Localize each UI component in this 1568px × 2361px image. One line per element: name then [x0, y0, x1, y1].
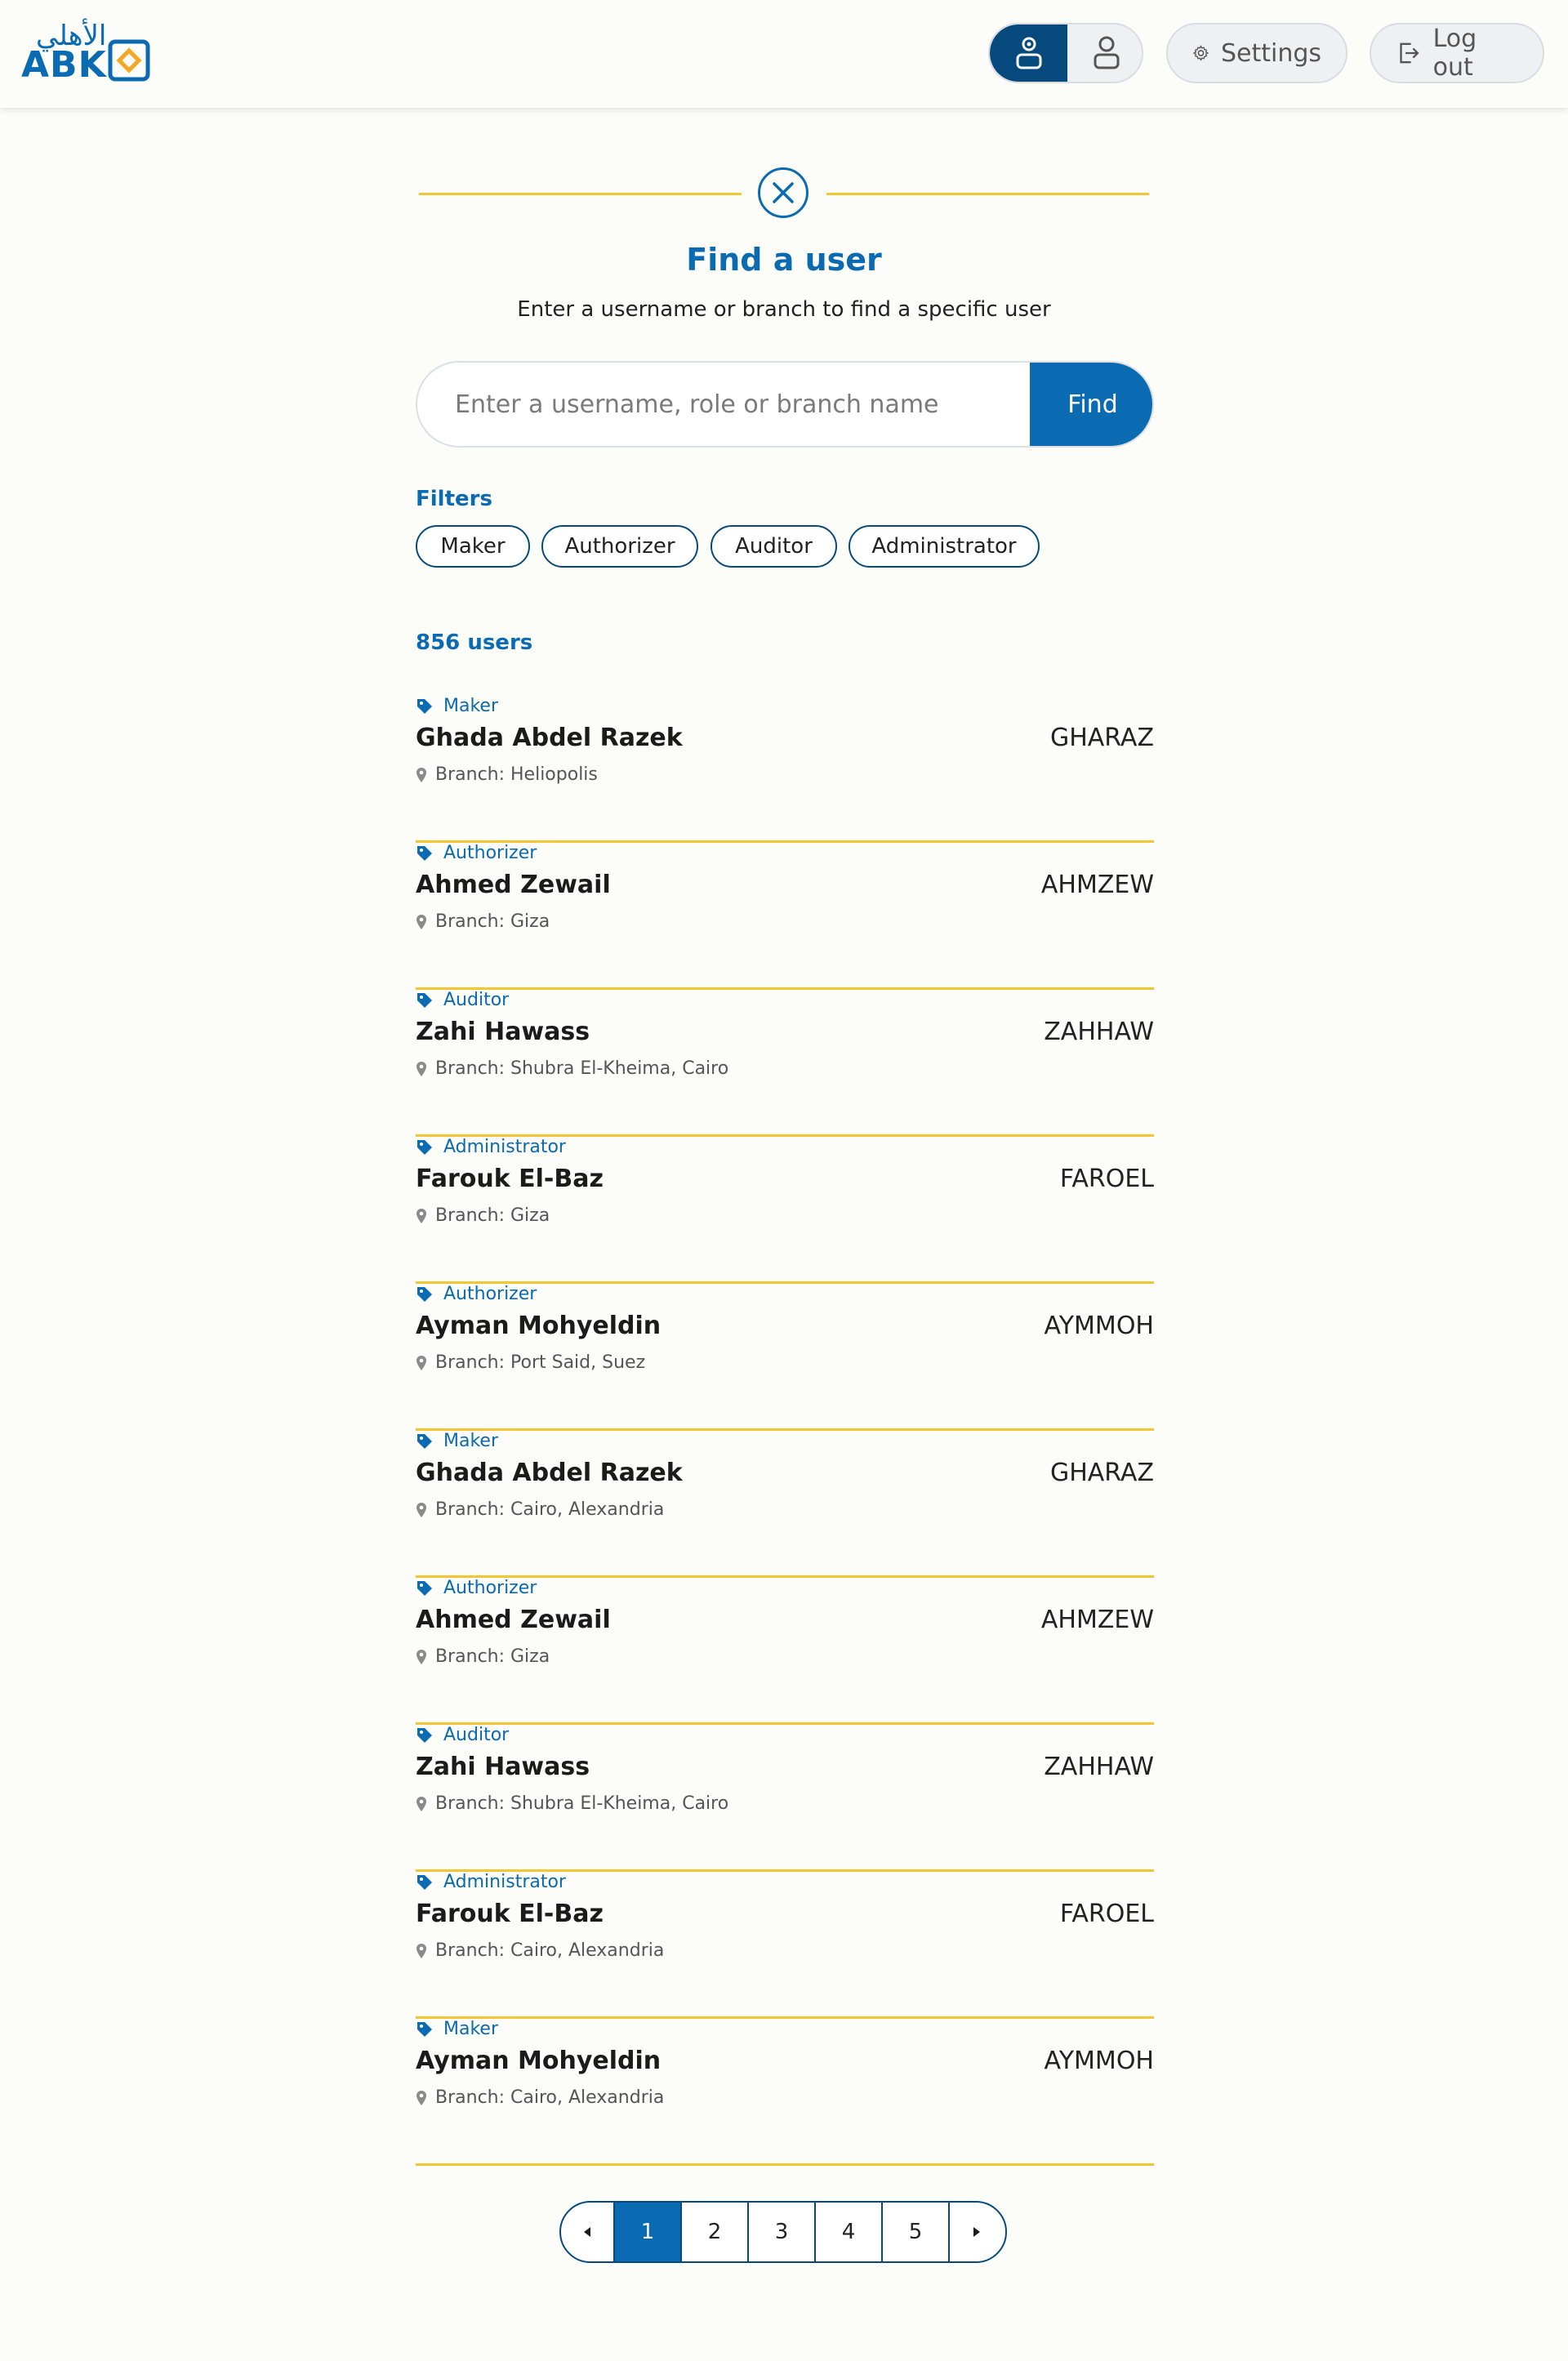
page-button-4[interactable]: 4	[816, 2203, 883, 2261]
user-role-tag	[416, 1137, 566, 1157]
user-branch	[416, 1058, 728, 1079]
user-branch-label: Branch: Heliopolis	[435, 764, 598, 785]
user-branch-label: Branch: Port Said, Suez	[435, 1352, 646, 1373]
user-role-label: Maker	[443, 2019, 498, 2039]
location-pin-icon	[416, 914, 427, 930]
user-role-tag	[416, 1725, 509, 1745]
user-role-label: Maker	[443, 696, 498, 716]
admin-user-icon	[1013, 35, 1045, 71]
tag-icon	[416, 1873, 434, 1891]
abk-logo-mark-icon	[108, 39, 150, 82]
location-pin-icon	[416, 1061, 427, 1077]
caret-right-icon	[971, 2225, 982, 2238]
location-pin-icon	[416, 1796, 427, 1812]
user-name: Zahi Hawass	[416, 1018, 590, 1046]
user-icon	[1091, 35, 1122, 71]
user-role-label: Administrator	[443, 1137, 566, 1157]
title-divider-left	[419, 193, 742, 195]
filter-chip-maker[interactable]: Maker	[416, 525, 530, 568]
user-branch	[416, 1205, 550, 1226]
user-role-label: Authorizer	[443, 1284, 537, 1304]
user-role-label: Administrator	[443, 1872, 566, 1892]
user-branch-label: Branch: Giza	[435, 1205, 550, 1226]
page-button-2[interactable]: 2	[682, 2203, 749, 2261]
user-branch	[416, 2087, 664, 2108]
user-code: FAROEL	[1059, 1900, 1154, 1928]
user-branch-label: Branch: Shubra El-Kheima, Cairo	[435, 1793, 729, 1814]
user-code: GHARAZ	[1049, 1459, 1154, 1487]
tag-icon	[416, 697, 434, 715]
user-branch	[416, 1793, 728, 1814]
search-input[interactable]	[417, 363, 1031, 446]
user-name: Ayman Mohyeldin	[416, 1312, 662, 1340]
user-role-tag	[416, 696, 498, 716]
user-code: AYMMOH	[1044, 2047, 1154, 2075]
previous-page-button[interactable]	[561, 2203, 615, 2261]
user-code: ZAHHAW	[1044, 1753, 1154, 1781]
location-pin-icon	[416, 767, 427, 783]
tag-icon	[416, 2020, 434, 2038]
user-row[interactable]	[416, 1431, 1154, 1578]
user-branch-label: Branch: Shubra El-Kheima, Cairo	[435, 1058, 729, 1079]
pagination	[559, 2201, 1007, 2263]
user-role-label: Authorizer	[443, 1578, 537, 1598]
user-row[interactable]	[416, 696, 1154, 843]
user-code: AYMMOH	[1044, 1312, 1154, 1340]
user-role-label: Auditor	[443, 990, 510, 1010]
page-button-3[interactable]: 3	[749, 2203, 816, 2261]
user-role-tag	[416, 843, 537, 863]
page-title: Find a user	[686, 242, 882, 278]
page-button-1[interactable]: 1	[615, 2203, 682, 2261]
close-button[interactable]	[758, 167, 808, 218]
location-pin-icon	[416, 2090, 427, 2106]
role-toggle[interactable]	[988, 23, 1143, 83]
user-name: Farouk El-Baz	[416, 1165, 604, 1193]
location-pin-icon	[416, 1943, 427, 1959]
user-branch	[416, 1940, 664, 1961]
user-name: Ghada Abdel Razek	[416, 724, 683, 752]
user-name: Ahmed Zewail	[416, 871, 611, 899]
tag-icon	[416, 1138, 434, 1156]
close-icon	[771, 180, 795, 205]
logo-arabic-text: الأهلي	[36, 20, 107, 52]
tag-icon	[416, 1579, 434, 1597]
caret-left-icon	[581, 2225, 593, 2238]
logout-icon	[1396, 39, 1422, 67]
settings-button[interactable]	[1166, 23, 1348, 83]
user-view-toggle[interactable]	[1067, 25, 1143, 82]
filter-chip-authorizer[interactable]: Authorizer	[541, 525, 698, 568]
user-row[interactable]	[416, 1725, 1154, 1872]
user-branch	[416, 1499, 664, 1520]
user-branch-label: Branch: Cairo, Alexandria	[435, 2087, 665, 2108]
location-pin-icon	[416, 1502, 427, 1518]
user-role-label: Auditor	[443, 1725, 510, 1745]
user-row[interactable]	[416, 1578, 1154, 1725]
abk-logo[interactable]	[21, 20, 154, 86]
user-name: Zahi Hawass	[416, 1753, 590, 1781]
user-role-tag	[416, 2019, 498, 2039]
tag-icon	[416, 1432, 434, 1450]
user-row[interactable]	[416, 1872, 1154, 2019]
user-name: Farouk El-Baz	[416, 1900, 604, 1928]
user-branch-label: Branch: Giza	[435, 1646, 550, 1667]
location-pin-icon	[416, 1355, 427, 1371]
user-code: AHMZEW	[1040, 871, 1154, 899]
logout-label: Log out	[1432, 25, 1477, 82]
admin-view-toggle[interactable]	[990, 25, 1067, 82]
page-subtitle: Enter a username or branch to find a specific user	[517, 297, 1051, 322]
user-role-tag	[416, 1872, 566, 1892]
filter-chip-administrator[interactable]: Administrator	[849, 525, 1040, 568]
user-row[interactable]	[416, 2019, 1154, 2166]
user-role-tag	[416, 1284, 537, 1304]
location-pin-icon	[416, 1649, 427, 1665]
user-name: Ghada Abdel Razek	[416, 1459, 683, 1487]
user-branch-label: Branch: Cairo, Alexandria	[435, 1499, 665, 1520]
user-code: FAROEL	[1059, 1165, 1154, 1193]
tag-icon	[416, 991, 434, 1009]
user-role-label: Maker	[443, 1431, 498, 1451]
tag-icon	[416, 844, 434, 862]
next-page-button[interactable]	[950, 2203, 1004, 2261]
search-bar	[416, 361, 1154, 448]
logo-text: ABK	[21, 44, 107, 86]
find-button[interactable]: Find	[1030, 361, 1154, 448]
user-code: ZAHHAW	[1044, 1018, 1154, 1046]
user-role-tag	[416, 1431, 498, 1451]
tag-icon	[416, 1726, 434, 1744]
location-pin-icon	[416, 1208, 427, 1224]
user-row[interactable]	[416, 990, 1154, 1137]
user-row[interactable]	[416, 843, 1154, 990]
top-header	[0, 0, 1568, 108]
user-branch	[416, 764, 598, 785]
page-button-5[interactable]: 5	[883, 2203, 950, 2261]
user-role-tag	[416, 990, 509, 1010]
user-name: Ayman Mohyeldin	[416, 2047, 662, 2075]
user-row[interactable]	[416, 1284, 1154, 1431]
filters-label: Filters	[416, 487, 492, 511]
user-branch	[416, 1352, 645, 1373]
user-branch-label: Branch: Cairo, Alexandria	[435, 1940, 665, 1961]
user-branch-label: Branch: Giza	[435, 911, 550, 932]
user-branch	[416, 1646, 550, 1667]
user-branch	[416, 911, 550, 932]
user-code: GHARAZ	[1049, 724, 1154, 752]
logout-button[interactable]	[1370, 23, 1544, 83]
settings-label: Settings	[1220, 38, 1321, 68]
results-count: 856 users	[416, 630, 533, 655]
user-role-tag	[416, 1578, 537, 1598]
gear-icon	[1192, 39, 1209, 67]
title-divider-right	[826, 193, 1149, 195]
user-code: AHMZEW	[1040, 1606, 1154, 1634]
filter-chip-auditor[interactable]: Auditor	[710, 525, 837, 568]
user-name: Ahmed Zewail	[416, 1606, 611, 1634]
user-row[interactable]	[416, 1137, 1154, 1284]
tag-icon	[416, 1285, 434, 1303]
user-role-label: Authorizer	[443, 843, 537, 863]
